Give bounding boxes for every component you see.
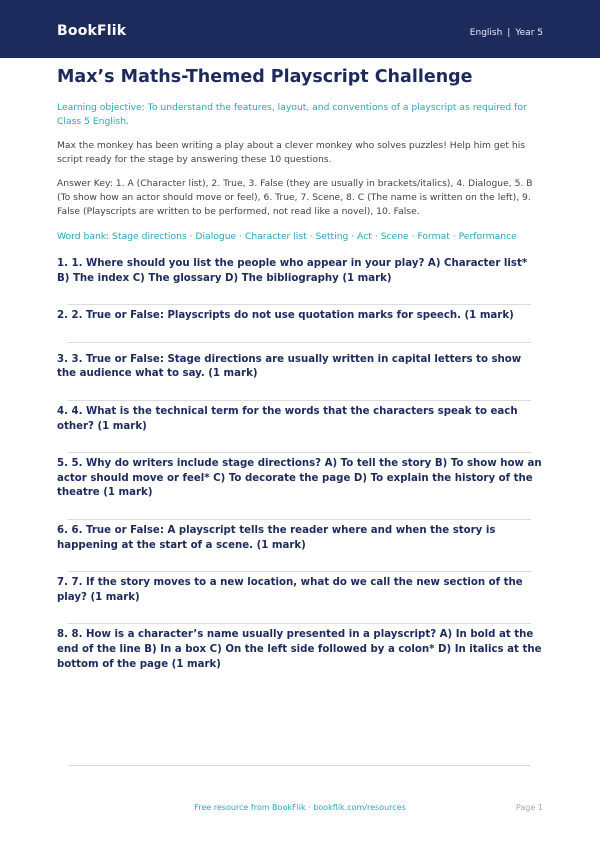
question-text: 2. 2. True or False: Playscripts do not use quotation marks for speech. (1 mark) <box>57 310 514 322</box>
question-8 <box>57 628 543 672</box>
brand-logo[interactable]: BookFlik <box>57 23 127 39</box>
question-text: 6. 6. True or False: A playscript tells the reader where and when the story is happening at the start of a scene. (1 mark) <box>57 524 496 551</box>
answer-line[interactable] <box>67 452 531 453</box>
question-list <box>57 257 543 672</box>
question-text: 1. 1. Where should you list the people who appear in your play? A) Character list* B) The index C) The glossary D) The bibliography (1 mark) <box>57 258 528 284</box>
question-3 <box>57 353 543 401</box>
answer-line[interactable] <box>67 623 531 624</box>
answer-line[interactable] <box>67 519 531 520</box>
answer-line[interactable] <box>67 304 531 305</box>
page-number: Page 1 <box>516 803 543 812</box>
header-bar <box>0 0 600 58</box>
worksheet-content <box>57 66 543 672</box>
meta-separator: | <box>507 28 511 38</box>
answer-line[interactable] <box>67 571 531 572</box>
answer-key: Answer Key: 1. A (Character list), 2. True, 3. False (they are usually in brackets/italics), 4. Dialogue, 5. B (To show how an actor should move or feel), 6. True, 7. Scene, 8. C (The name is written on the left), 9. False (Playscripts are written to be performed, not read like a novel), 10. False. <box>57 178 533 217</box>
question-5 <box>57 457 543 520</box>
question-2 <box>57 309 543 343</box>
year-label: Year 5 <box>515 28 543 38</box>
learning-objective: Learning objective: To understand the features, layout, and conventions of a playscript as required for Class 5 English. <box>57 102 527 127</box>
intro-text: Max the monkey has been writing a play about a clever monkey who solves puzzles! Help him get his script ready for the stage by answering these 10 questions. <box>57 140 526 165</box>
question-text: 8. 8. How is a character’s name usually presented in a playscript? A) In bold at the end of the line B) In a box C) On the left side followed by a colon* D) In italics at the bottom of the page (1 mark) <box>57 629 542 670</box>
question-text: 7. 7. If the story moves to a new location, what do we call the new section of the play? (1 mark) <box>57 577 523 603</box>
question-7 <box>57 576 543 624</box>
footer-divider <box>68 765 530 766</box>
answer-line[interactable] <box>67 400 531 401</box>
header-meta <box>470 28 543 38</box>
question-1 <box>57 257 543 305</box>
word-bank: Word bank: Stage directions · Dialogue · Character list · Setting · Act · Scene · Format · Performance <box>57 231 517 242</box>
question-text: 4. 4. What is the technical term for the words that the characters speak to each other? (1 mark) <box>57 405 518 432</box>
question-4 <box>57 405 543 453</box>
question-text: 3. 3. True or False: Stage directions are usually written in capital letters to show the audience what to say. (1 mark) <box>57 353 522 380</box>
page-title: Max’s Maths-Themed Playscript Challenge <box>57 67 473 87</box>
question-text: 5. 5. Why do writers include stage directions? A) To tell the story B) To show how an actor should move or feel* C) To decorate the page D) To explain the history of the theatre (1 mark) <box>57 458 542 499</box>
answer-line[interactable] <box>67 342 531 343</box>
subject-label: English <box>469 28 503 38</box>
footer-text[interactable]: Free resource from BookFlik · bookflik.com/resources <box>194 803 406 812</box>
question-6 <box>57 524 543 572</box>
